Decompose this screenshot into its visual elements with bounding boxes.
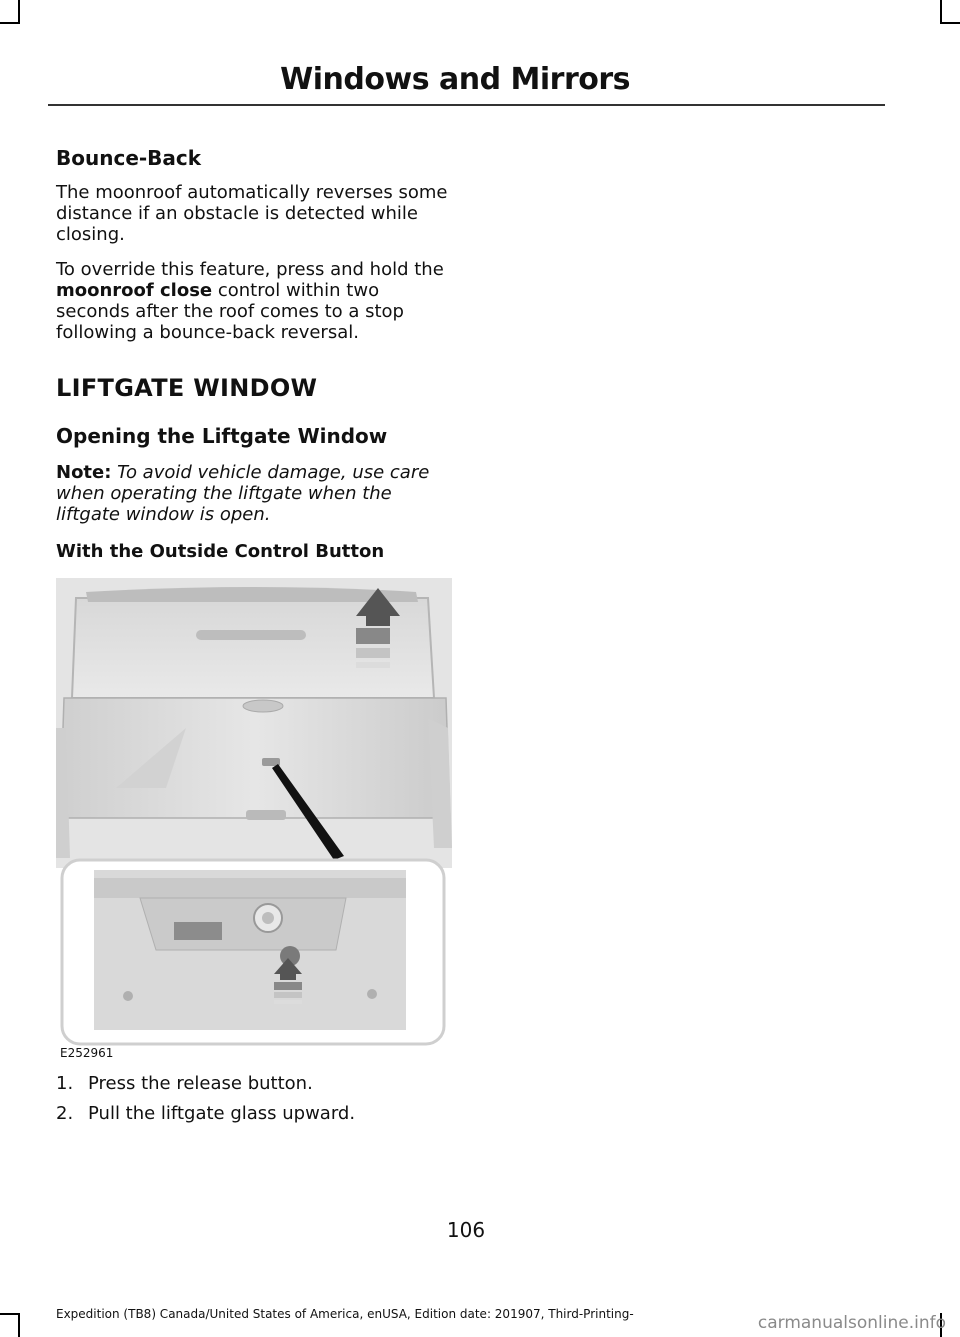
watermark: carmanualsonline.info	[757, 1313, 946, 1333]
note-label: Note:	[56, 462, 112, 483]
arrow-stripe	[356, 648, 390, 658]
opening-subheading: Opening the Liftgate Window	[56, 424, 388, 448]
crop-mark	[940, 0, 942, 24]
arrow-stripe	[274, 982, 302, 990]
section-title: LIFTGATE WINDOW	[56, 374, 318, 402]
control-heading: With the Outside Control Button	[56, 541, 385, 562]
page-number: 106	[446, 1218, 486, 1242]
release-button-center	[262, 912, 274, 924]
arrow-stripe	[274, 1000, 302, 1004]
step-number: 1.	[56, 1073, 74, 1094]
inset-upper-trim	[94, 878, 406, 898]
crop-mark	[940, 22, 960, 24]
crop-mark	[0, 1313, 20, 1315]
step-number: 2.	[56, 1103, 74, 1124]
step-item	[56, 1103, 355, 1124]
liftgate-illustration	[56, 578, 452, 1058]
inset-handle-housing	[140, 898, 346, 950]
note-paragraph	[56, 462, 454, 525]
para2-post: control within two seconds after the roof comes to a stop following a bounce-back reversal.	[56, 280, 404, 343]
camera-recess	[174, 922, 222, 940]
arrow-stripe	[356, 628, 390, 644]
bounce-back-para1: The moonroof automatically reverses some distance if an obstacle is detected while closing.	[56, 182, 448, 245]
screw	[123, 991, 133, 1001]
step-item	[56, 1073, 313, 1094]
page-title: Windows and Mirrors	[280, 62, 630, 97]
note-text: To avoid vehicle damage, use care when operating the liftgate when the liftgate window is open.	[56, 462, 430, 525]
footer-text: Expedition (TB8) Canada/United States of America, enUSA, Edition date: 201907, Third-Printing-	[56, 1307, 634, 1321]
para2-pre: To override this feature, press and hold the	[56, 259, 444, 280]
liftgate-body	[60, 698, 450, 818]
liftgate-section	[56, 374, 454, 562]
step-text: Press the release button.	[88, 1073, 313, 1094]
bounce-back-heading: Bounce-Back	[56, 146, 202, 170]
header-divider	[48, 104, 885, 106]
figure-code: E252961	[60, 1046, 114, 1060]
crop-mark	[0, 22, 20, 24]
handle-recess	[246, 810, 286, 820]
arrow-stripe	[274, 992, 302, 998]
step-text: Pull the liftgate glass upward.	[88, 1103, 356, 1124]
glass-wiper	[196, 630, 306, 640]
arrow-stripe	[356, 662, 390, 668]
crop-mark	[18, 1313, 20, 1337]
bounce-back-section	[56, 146, 454, 343]
emblem	[243, 700, 283, 712]
bounce-back-para2	[56, 259, 454, 343]
moonroof-close-term: moonroof close	[56, 280, 213, 301]
screw	[367, 989, 377, 999]
crop-mark	[18, 0, 20, 24]
